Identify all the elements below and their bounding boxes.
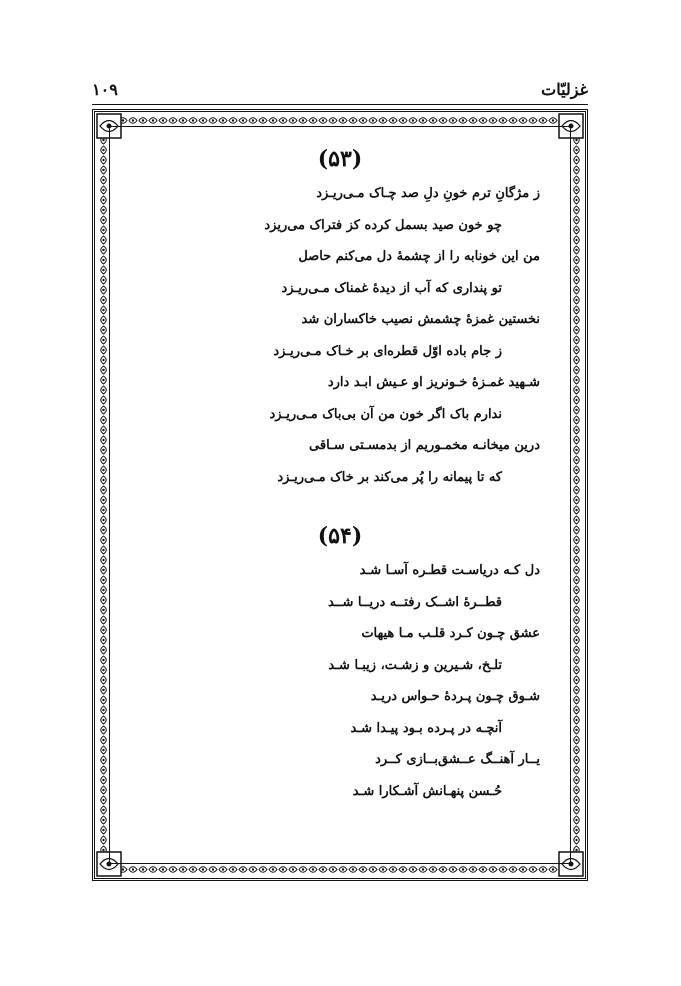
verse-line: نخستین غمزهٔ چشمش نصیب خاکساران شد	[301, 312, 540, 327]
verse-line: ز جام باده اوّل قطره‌ای بر خـاک مـی‌ریـزد	[273, 343, 502, 359]
verse-line: که تا پیمانه را پُر می‌کند بر خاک مـی‌ریـزد	[277, 469, 502, 485]
verse-line: دل کـه دریاسـت قطـره آسـا شـد	[359, 563, 540, 578]
frame-border-left	[98, 115, 109, 875]
verse-line: حُـسن پنهـانش آشـکارا شـد	[352, 783, 502, 799]
ghazal-54	[140, 523, 540, 807]
verse-line: ز مژگانِ ترم خونِ دلِ صد چـاک مـی‌ریـزد	[316, 186, 540, 201]
header-rule	[92, 104, 588, 105]
frame-border-top	[98, 115, 582, 126]
verse-line: تلـخ، شـیرین و زشـت، زیبـا شـد	[328, 657, 502, 673]
frame-border-bottom	[98, 864, 582, 875]
verse-line: یــار آهنــگ عــشق‌بــازی کــرد	[375, 752, 540, 767]
ghazal-53	[140, 146, 540, 493]
verse-line: شـهید غمـزهٔ خـونریز او عـیش ابـد دارد	[327, 375, 540, 390]
verse-line: آنچـه در پـرده بـود پیـدا شـد	[350, 720, 502, 736]
running-title: غزلیّات	[541, 80, 588, 99]
verse-line: درین میخانـه مخمـوریم از بدمسـتی سـاقی	[309, 438, 540, 453]
verse-line: من این خونابه را از چشمهٔ دل می‌کنم حاصل	[298, 249, 540, 264]
poems-body	[140, 140, 540, 807]
verse-line: چو خون صید بسمل کرده کز فتراک می‌ریزد	[264, 217, 502, 233]
verse-line: قطــرهٔ اشــک رفتــه دریــا شــد	[328, 594, 502, 610]
verse-line: ندارم باک اگر خون من آن بی‌باک مـی‌ریـزد	[269, 406, 502, 422]
frame-border-right	[571, 115, 582, 875]
verse-line: شـوق چـون پـردهٔ حـواس دریـد	[370, 689, 540, 704]
ghazal-number: (۵۳)	[317, 146, 363, 172]
ghazal-number: (۵۴)	[317, 523, 363, 549]
page-number: ۱۰۹	[92, 80, 118, 99]
page-header	[92, 80, 588, 100]
verse-line: تو پنداری که آب از دیدهٔ غمناک مـی‌ریـزد	[281, 280, 502, 296]
verse-line: عشق چـون کـرد قلـب مـا هیهات	[361, 626, 540, 641]
